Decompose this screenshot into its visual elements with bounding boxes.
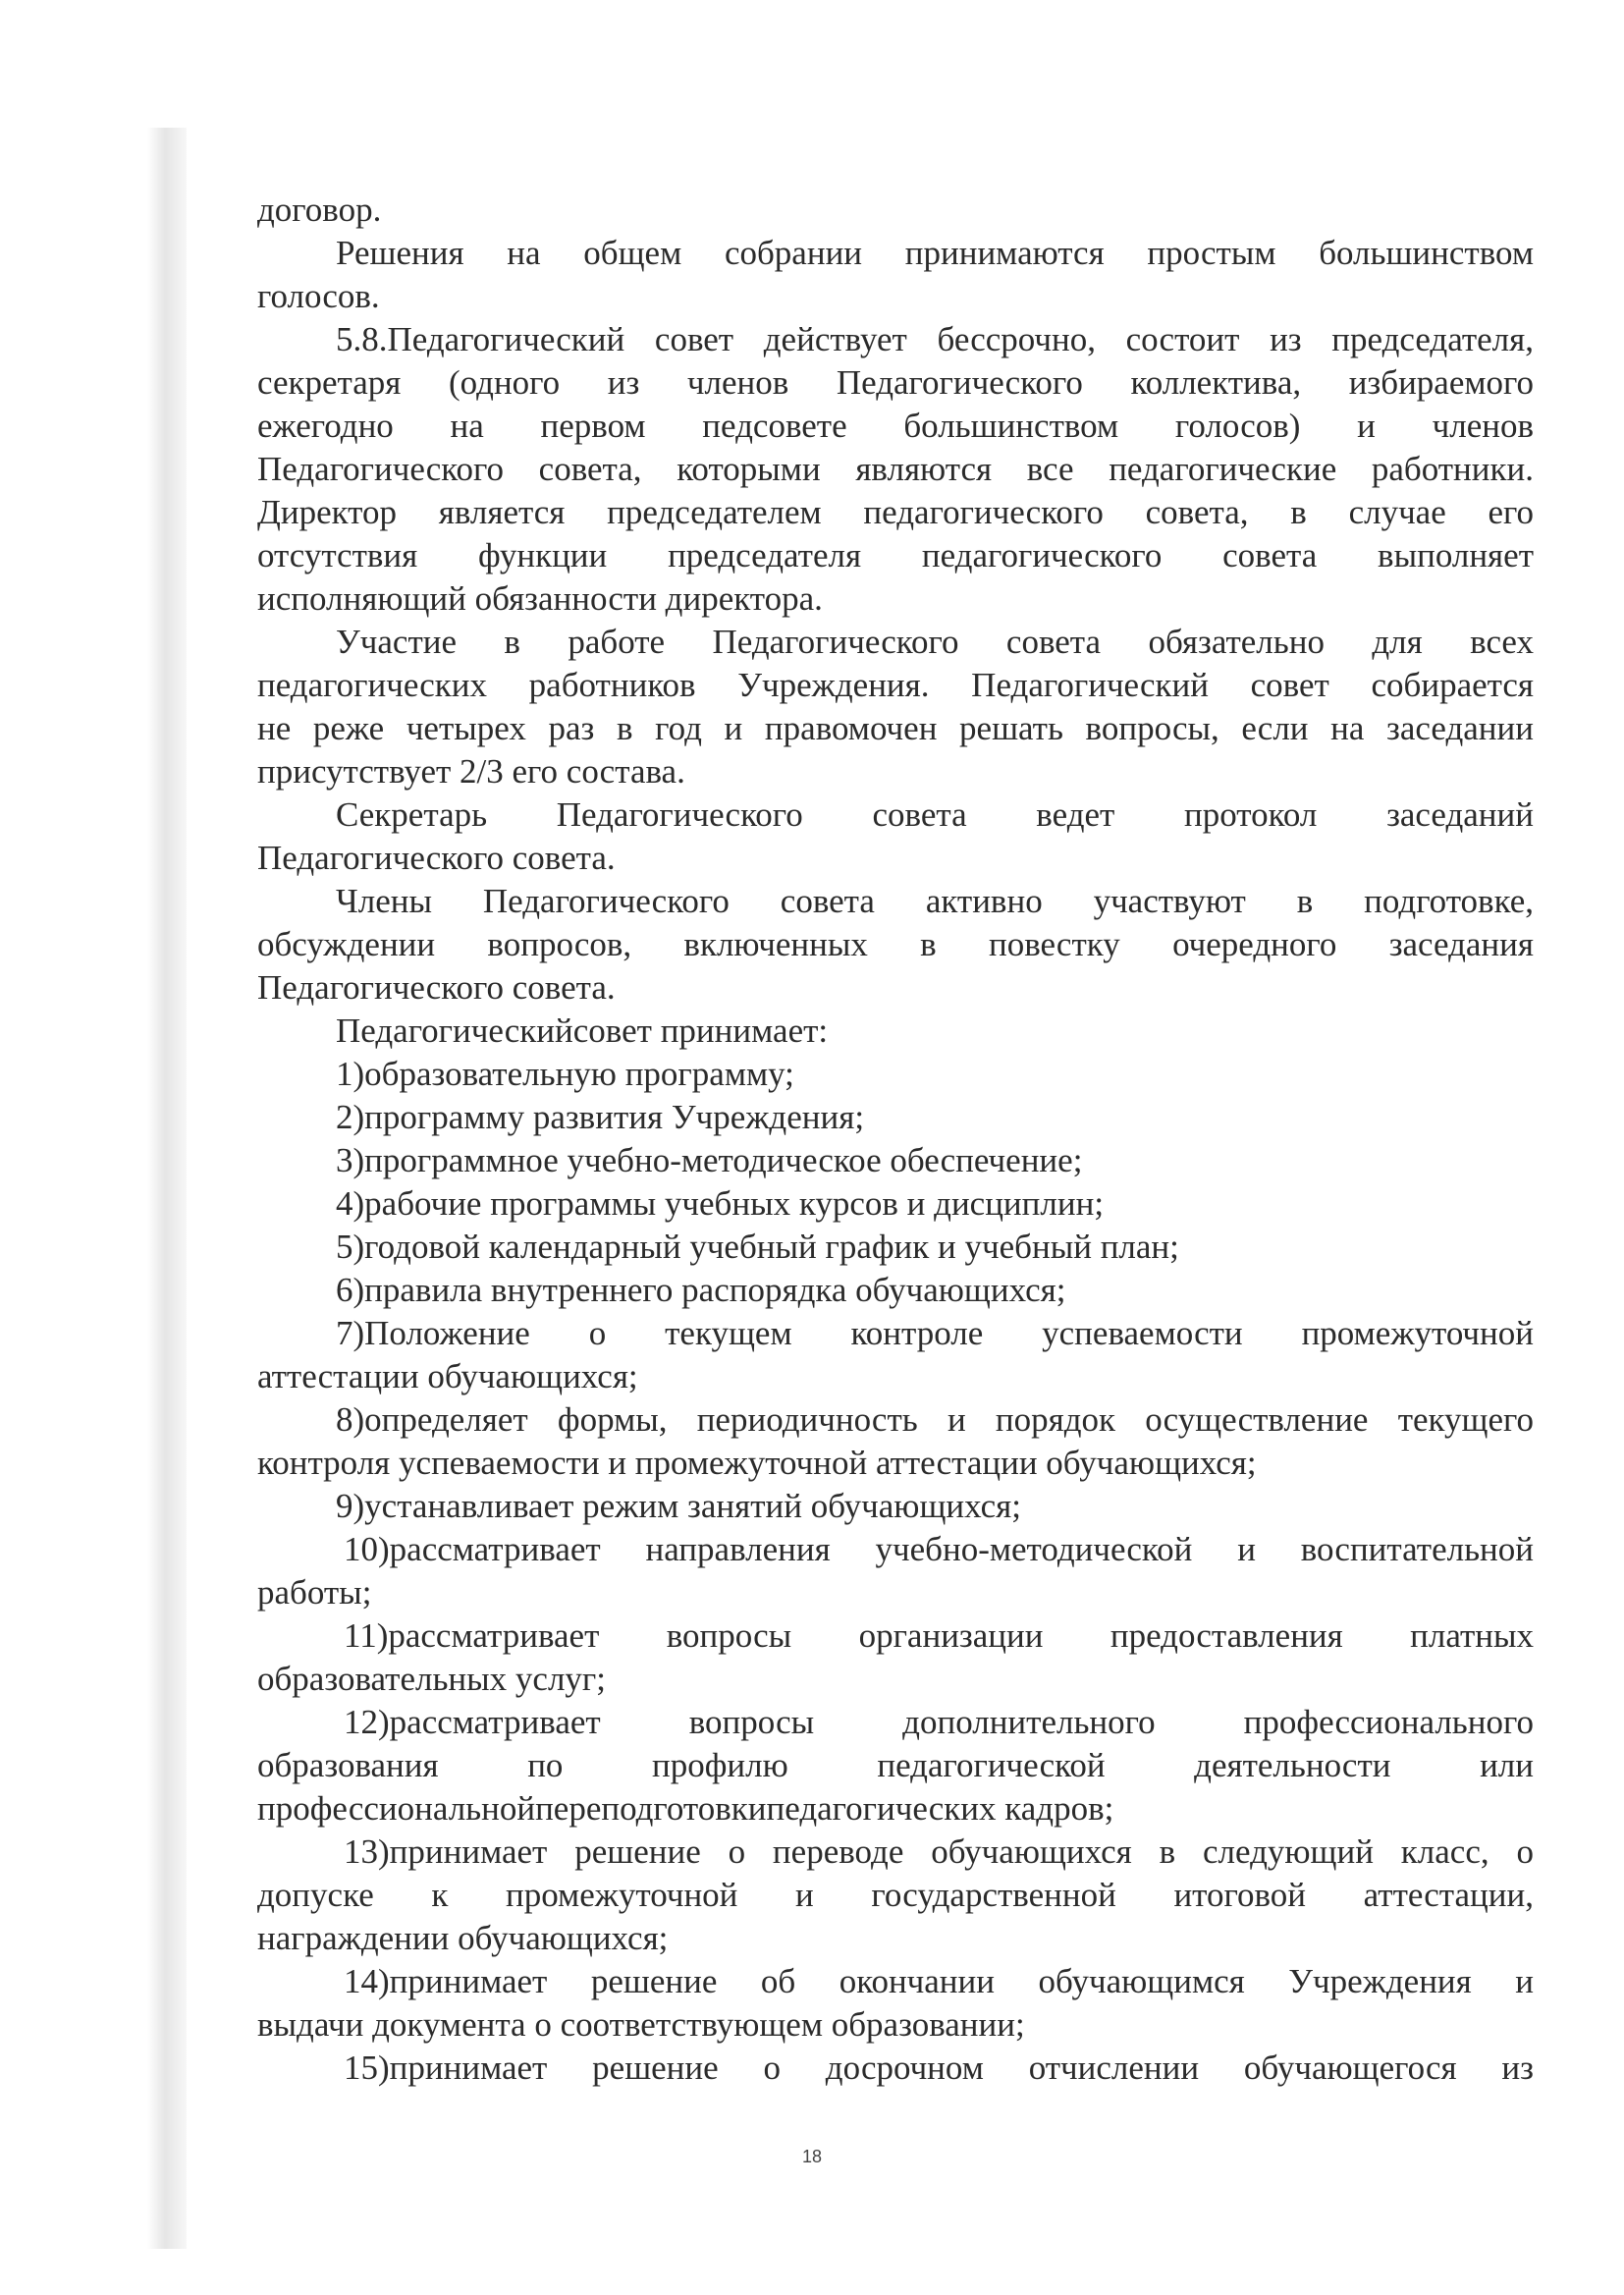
text-line: исполняющий обязанности директора. [257,579,823,618]
text-line: 10)рассматривает направления учебно-методической и воспитательной [344,1530,1534,1568]
text-line: присутствует 2/3 его состава. [257,752,685,791]
text-line: 5.8.Педагогический совет действует бессрочно, состоит из председателя, [336,320,1534,358]
text-line: 6)правила внутреннего распорядка обучающихся; [336,1271,1066,1309]
text-line: 13)принимает решение о переводе обучающихся в следующий класс, о [344,1832,1534,1871]
text-line: 2)программу развития Учреждения; [336,1098,865,1136]
text-line: 14)принимает решение об окончании обучающимся Учреждения и [344,1962,1534,2000]
text-line: педагогических работников Учреждения. Педагогический совет собирается [257,666,1534,704]
text-line: Педагогическийсовет принимает: [336,1011,829,1050]
text-line: 15)принимает решение о досрочном отчислении обучающегося из [344,2049,1534,2087]
text-line: контроля успеваемости и промежуточной аттестации обучающихся; [257,1444,1257,1482]
text-line: аттестации обучающихся; [257,1357,638,1395]
text-line: профессиональнойпереподготовкипедагогических кадров; [257,1789,1114,1828]
text-line: Директор является председателем педагогического совета, в случае его [257,493,1534,531]
text-line: ежегодно на первом педсовете большинством голосов) и членов [257,407,1534,445]
text-line: работы; [257,1573,372,1612]
text-line: 8)определяет формы, периодичность и порядок осуществление текущего [336,1400,1534,1439]
text-line: отсутствия функции председателя педагогического совета выполняет [257,536,1534,574]
text-line: 3)программное учебно-методическое обеспечение; [336,1141,1083,1179]
text-line: образования по профилю педагогической деятельности или [257,1746,1534,1784]
text-line: обсуждении вопросов, включенных в повестку очередного заседания [257,925,1534,963]
text-line: Участие в работе Педагогического совета обязательно для всех [336,623,1534,661]
text-line: Решения на общем собрании принимаются простым большинством [336,234,1534,272]
text-line: 1)образовательную программу; [336,1055,794,1093]
text-line: Педагогического совета. [257,968,616,1007]
text-line: 5)годовой календарный учебный график и учебный план; [336,1228,1179,1266]
page-number: 18 [801,2147,823,2166]
text-line: голосов. [257,277,380,315]
text-line: секретаря (одного из членов Педагогического коллектива, избираемого [257,363,1534,402]
text-line: допуске к промежуточной и государственной итоговой аттестации, [257,1876,1534,1914]
text-line: Педагогического совета. [257,839,616,877]
text-line: Члены Педагогического совета активно участвуют в подготовке, [336,882,1534,920]
text-line: договор. [257,191,382,229]
text-line: Секретарь Педагогического совета ведет протокол заседаний [336,795,1534,834]
text-line: 4)рабочие программы учебных курсов и дисциплин; [336,1184,1105,1223]
text-line: 11)рассматривает вопросы организации предоставления платных [344,1616,1534,1655]
text-line: образовательных услуг; [257,1660,606,1698]
text-line: 9)устанавливает режим занятий обучающихся; [336,1487,1021,1525]
text-line: Педагогического совета, которыми являются все педагогические работники. [257,450,1534,488]
text-line: 7)Положение о текущем контроле успеваемости промежуточной [336,1314,1534,1352]
scan-binding-shadow [147,128,187,2249]
document-body [257,189,1534,2090]
text-line: выдачи документа о соответствующем образовании; [257,2005,1025,2044]
text-line: 12)рассматривает вопросы дополнительного профессионального [344,1703,1534,1741]
text-line: награждении обучающихся; [257,1919,669,1957]
text-line: не реже четырех раз в год и правомочен решать вопросы, если на заседании [257,709,1534,747]
